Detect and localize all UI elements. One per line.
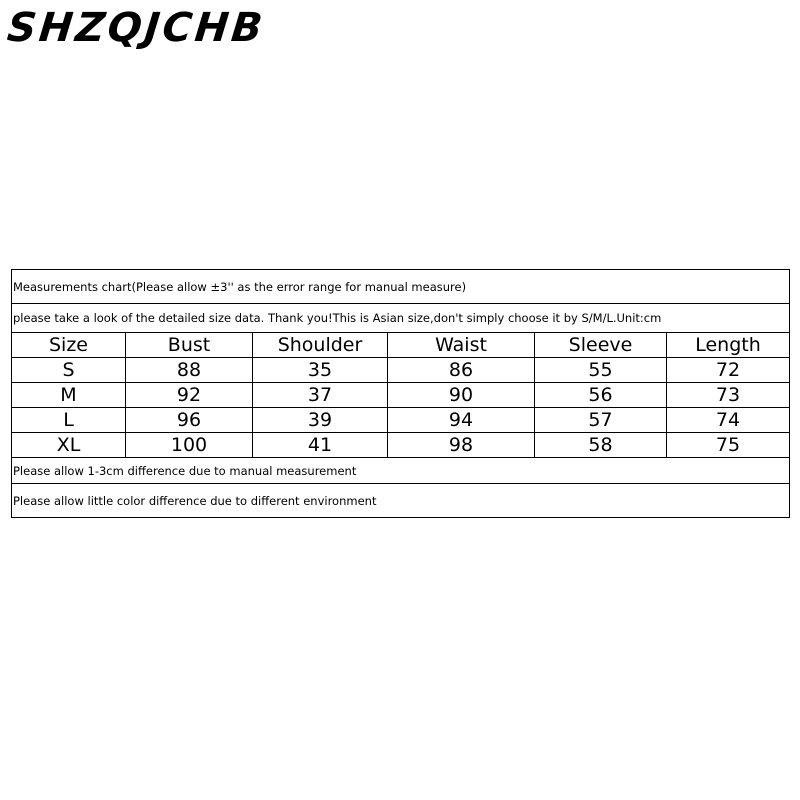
color-difference-note: Please allow little color difference due to different environment	[12, 484, 790, 518]
column-header-shoulder: Shoulder	[253, 333, 388, 358]
cell-length: 73	[667, 383, 790, 408]
table-row	[12, 358, 790, 383]
size-data-note: please take a look of the detailed size data. Thank you!This is Asian size,don't simply choose it by S/M/L.Unit:cm	[12, 304, 790, 333]
cell-size: L	[12, 408, 126, 433]
cell-bust: 96	[126, 408, 253, 433]
column-header-bust: Bust	[126, 333, 253, 358]
cell-waist: 90	[388, 383, 535, 408]
cell-shoulder: 37	[253, 383, 388, 408]
cell-shoulder: 41	[253, 433, 388, 458]
cell-bust: 92	[126, 383, 253, 408]
cell-sleeve: 55	[535, 358, 667, 383]
cell-waist: 94	[388, 408, 535, 433]
cell-length: 72	[667, 358, 790, 383]
cell-shoulder: 39	[253, 408, 388, 433]
cell-length: 75	[667, 433, 790, 458]
cell-sleeve: 58	[535, 433, 667, 458]
cell-length: 74	[667, 408, 790, 433]
cell-bust: 100	[126, 433, 253, 458]
measurement-note: Measurements chart(Please allow ±3'' as the error range for manual measure)	[12, 270, 790, 304]
size-chart-table	[11, 269, 790, 518]
cell-sleeve: 56	[535, 383, 667, 408]
cell-size: S	[12, 358, 126, 383]
cell-size: XL	[12, 433, 126, 458]
cell-waist: 98	[388, 433, 535, 458]
column-header-size: Size	[12, 333, 126, 358]
manual-measurement-note: Please allow 1-3cm difference due to manual measurement	[12, 458, 790, 484]
table-row	[12, 433, 790, 458]
cell-waist: 86	[388, 358, 535, 383]
column-header-sleeve: Sleeve	[535, 333, 667, 358]
cell-shoulder: 35	[253, 358, 388, 383]
column-header-length: Length	[667, 333, 790, 358]
table-row	[12, 408, 790, 433]
cell-sleeve: 57	[535, 408, 667, 433]
table-header-row	[12, 333, 790, 358]
cell-size: M	[12, 383, 126, 408]
column-header-waist: Waist	[388, 333, 535, 358]
brand-logo: SHZQJCHB	[5, 5, 268, 51]
cell-bust: 88	[126, 358, 253, 383]
table-row	[12, 383, 790, 408]
